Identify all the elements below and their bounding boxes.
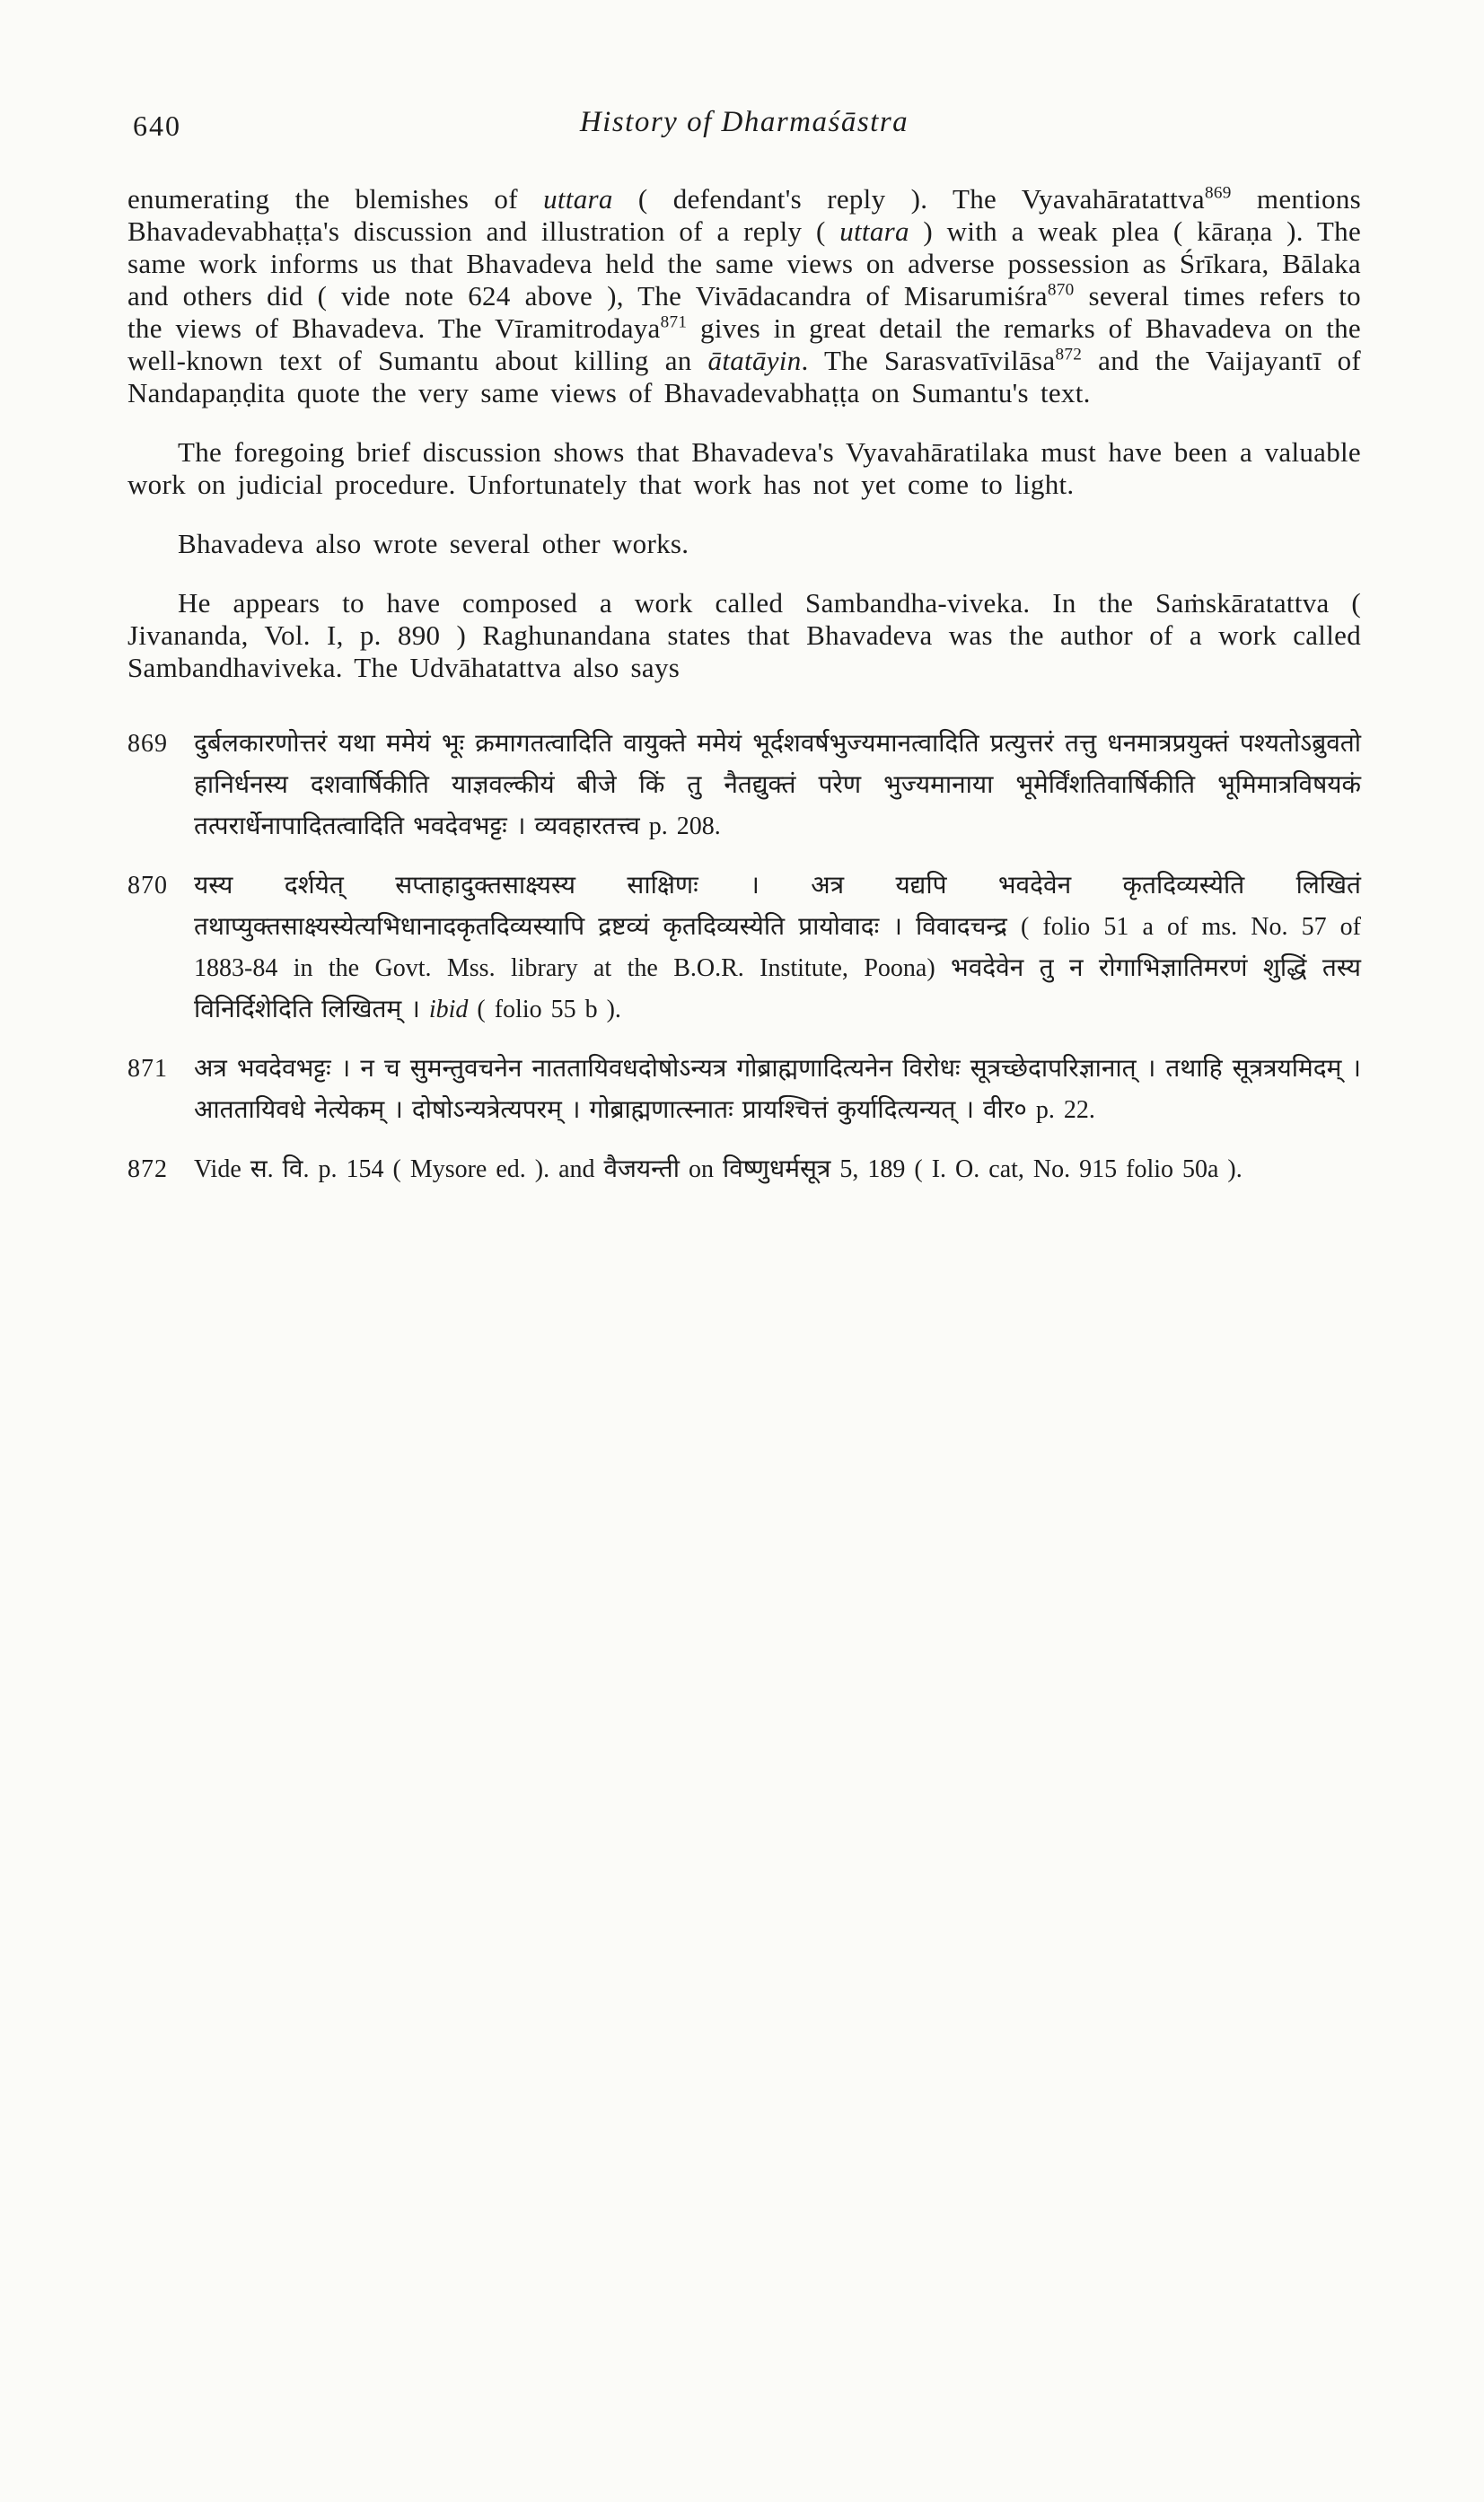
footnote-text: Vide स. वि. p. 154 ( Mysore ed. ). and वैजयन्ती on विष्णुधर्मसूत्र 5, 189 ( I. O. cat, No. 915 folio 50a ). — [194, 1155, 1243, 1183]
page-number: 640 — [133, 110, 181, 142]
footnotes-section — [127, 724, 1361, 1190]
paragraph: The foregoing brief discussion shows that Bhavadeva's Vyavahāratilaka must have been a valuable work on judicial procedure. Unfortunately that work has not yet come to light. — [127, 436, 1361, 500]
footnote-number: 870 — [127, 872, 168, 900]
page-content — [127, 106, 1361, 1208]
page-header — [127, 106, 1361, 149]
running-title: History of Dharmaśāstra — [579, 106, 909, 138]
footnote — [127, 865, 1361, 1031]
paragraph: Bhavadeva also wrote several other works. — [178, 528, 689, 559]
footnote — [127, 1149, 1361, 1190]
footnote-text: दुर्बलकारणोत्तरं यथा ममेयं भूः क्रमागतत्वादिति वायुक्ते ममेयं भूर्दशवर्षभुज्यमानत्वादिति प्रत्युत्तरं तत्तु धनमात्रप्रयुक्तं पश्यतोऽब्रुवतो हानिर्धनस्य दशवार्षिकीति याज्ञवल्कीयं बीजे किं तु नैतद्युक्तं परेण भुज्यमानाया भूमेर्विंशतिवार्षिकीति भूमिमात्रविषयकं तत्परार्धेनापादितत्वादिति भवदेवभट्टः । व्यवहारतत्त्व p. 208. — [194, 730, 1361, 840]
paragraph: enumerating the blemishes of uttara ( defendant's reply ). The Vyavahāratattva$^{869}$ mentions Bhavadevabhaṭṭa's discussion and illustration of a reply ( uttara ) with a weak plea ( kāraṇa ). The same work informs us that Bhavadeva held the same views on adverse possession as Śrīkara, Bālaka and others did ( vide note 624 above ), The Vivādacandra of Misarumiśra$^{870}$ several times refers to the views of Bhavadeva. The Vīramitrodaya$^{871}$ gives in great detail the remarks of Bhavadeva on the well-known text of Sumantu about killing an ātatāyin. The Sarasvatīvilāsa$^{872}$ and the Vaijayantī of Nandapaṇḍita quote the very same views of Bhavadevabhaṭṭa on Sumantu's text. — [127, 183, 1361, 408]
footnote-number: 869 — [127, 730, 168, 758]
paragraph: He appears to have composed a work called Sambandha-viveka. In the Saṁskāratattva ( Jivananda, Vol. I, p. 890 ) Raghunandana states that Bhavadeva was the author of a work called Sambandhaviveka. The Udvāhatattva also says — [127, 587, 1361, 683]
footnote-text: अत्र भवदेवभट्टः । न च सुमन्तुवचनेन नाततायिवधदोषोऽन्यत्र गोब्राह्मणादित्यनेन विरोधः सूत्रच्छेदापरिज्ञानात् । तथाहि सूत्रत्रयमिदम् । आततायिवधे नेत्येकम् । दोषोऽन्यत्रेत्यपरम् । गोब्राह्मणात्स्नातः प्रायश्चित्तं कुर्यादित्यन्यत् । वीर० p. 22. — [194, 1055, 1361, 1124]
footnote — [127, 1049, 1361, 1131]
footnote-text: यस्य दर्शयेत् सप्ताहादुक्तसाक्ष्यस्य साक्षिणः । अत्र यद्यपि भवदेवेन कृतदिव्यस्येति लिखितं तथाप्युक्तसाक्ष्यस्येत्यभिधानादकृतदिव्यस्यापि द्रष्टव्यं कृतदिव्यस्येति प्रायोवादः । विवादचन्द्र ( folio 51 a of ms. No. 57 of 1883-84 in the Govt. Mss. library at the B.O.R. Institute, Poona) भवदेवेन तु न रोगाभिज्ञातिमरणं शुद्धिं तस्य विनिर्दिशेदिति लिखितम् । ibid ( folio 55 b ). — [194, 872, 1361, 1023]
footnote — [127, 724, 1361, 847]
body-text — [127, 183, 1361, 684]
footnote-number: 871 — [127, 1055, 168, 1083]
footnote-number: 872 — [127, 1155, 168, 1183]
